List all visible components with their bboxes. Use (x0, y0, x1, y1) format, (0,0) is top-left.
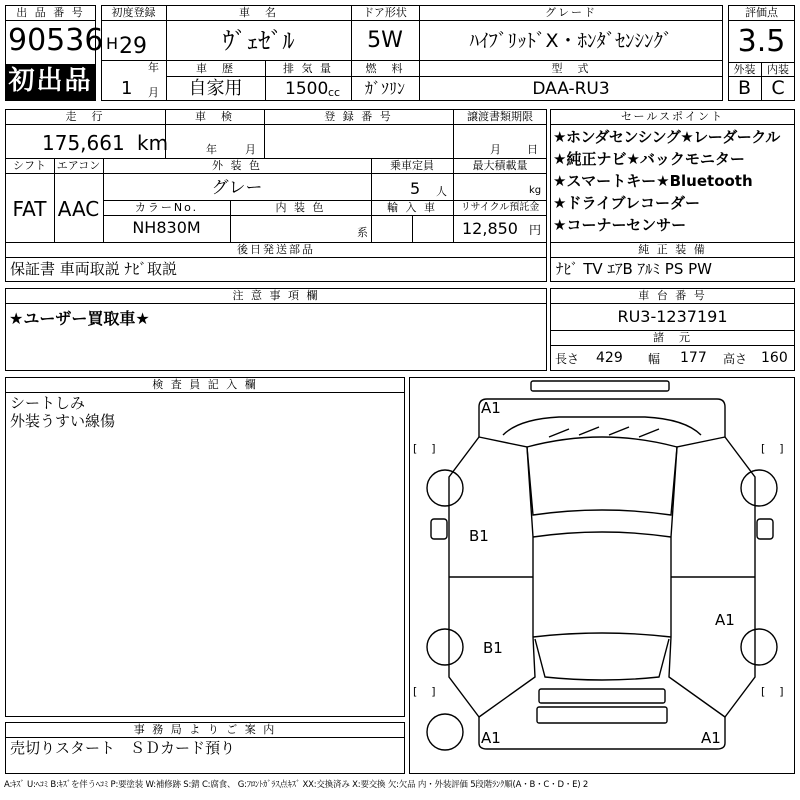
tire-front-left (427, 470, 463, 506)
office-label: 事 務 局 よ り ご 案 内 (133, 723, 277, 736)
capacity-label: 乗車定員 (390, 159, 434, 172)
later-parts-label: 後日発送部品 (237, 243, 315, 256)
tire-spare (427, 714, 463, 750)
capacity-unit: 人 (436, 185, 447, 198)
mark-left-rear-door: B1 (483, 639, 503, 657)
year-unit: 年 (148, 61, 159, 74)
month-unit: 月 (148, 86, 159, 99)
later-parts: 保証書 車両取説 ﾅﾋﾞ取説 (10, 260, 178, 278)
mileage-unit: km (137, 131, 169, 155)
reg-no-label: 登 録 番 号 (324, 110, 393, 123)
max-load-label: 最大積載量 (472, 159, 528, 172)
aircon: AAC (57, 197, 100, 221)
bracket-left-top: [ ] (413, 442, 436, 455)
notes: ★ユーザー買取車★ (9, 309, 150, 328)
length-label: 長さ (555, 352, 580, 366)
mark-right-rear-door: A1 (715, 611, 735, 629)
sales-point-3: ★スマートキー★Bluetooth (553, 172, 753, 190)
mileage: 175,661 (42, 131, 125, 155)
recycle-unit: 円 (529, 223, 542, 237)
transfer-doc-label: 譲渡書類期限 (467, 110, 533, 123)
displacement-unit: cc (328, 86, 341, 99)
interior-grade: C (771, 77, 785, 99)
first-reg-label: 初度登録 (111, 6, 156, 19)
door-type: 5W (367, 28, 403, 53)
import-label: 輸 入 車 (387, 201, 437, 214)
genuine-equip: ﾅﾋﾞ TV ｴｱB ｱﾙﾐ PS PW (556, 260, 712, 278)
tire-rear-left (427, 629, 463, 665)
model-code-label: 型 式 (551, 62, 591, 75)
sales-point-5: ★コーナーセンサー (553, 216, 687, 234)
height-label: 高さ (723, 352, 748, 366)
office-note: 売切りスタート ＳＤカード預り (10, 739, 236, 757)
displacement-label: 排 気 量 (283, 62, 333, 75)
dimensions-label: 諸 元 (653, 331, 692, 344)
inspection-label: 車 検 (195, 110, 234, 123)
sales-point-label: セールスポイント (620, 110, 724, 123)
interior-label: 内装 (767, 63, 789, 76)
inspector-note-1: シートしみ (10, 394, 86, 412)
exterior-grade: B (737, 77, 752, 99)
fuel: ｶﾞｿﾘﾝ (364, 79, 405, 98)
front-bumper-strip (531, 381, 669, 391)
sales-point-1: ★ホンダセンシング★レーダークル (553, 128, 780, 146)
car-name: ｳﾞｪｾﾞﾙ (222, 27, 295, 55)
front-hood-outline (479, 399, 725, 437)
recycle-amount: 12,850 (462, 219, 518, 238)
chassis-no-label: 車 台 番 号 (638, 289, 707, 302)
door-label: ドア形状 (363, 6, 407, 19)
width-label: 幅 (648, 352, 661, 366)
car-diagram (409, 377, 795, 774)
tire-front-right (741, 470, 777, 506)
mileage-label: 走 行 (65, 110, 105, 123)
lot-number-label: 出 品 番 号 (16, 6, 85, 19)
width: 177 (680, 350, 707, 366)
height: 160 (761, 350, 788, 366)
chassis-no: RU3-1237191 (617, 307, 728, 326)
exterior-label: 外装 (733, 63, 756, 76)
rear-window (535, 639, 669, 680)
transfer-month-unit: 月 (490, 143, 501, 156)
inspection-year-unit: 年 (206, 143, 217, 156)
score: 3.5 (737, 24, 786, 59)
car-name-label: 車 名 (239, 6, 278, 19)
inspector-label: 検 査 員 記 入 欄 (152, 378, 258, 391)
transfer-day-unit: 日 (527, 143, 538, 156)
rear-outline (479, 717, 725, 749)
inspector-note-2: 外装うすい線傷 (10, 412, 116, 430)
tire-rear-right (741, 629, 777, 665)
aircon-label: エアコン (56, 159, 101, 172)
ext-color-label: 外 装 色 (212, 159, 262, 172)
history-label: 車 歴 (196, 62, 235, 75)
first-listing-text: 初出品 (8, 66, 93, 96)
shift: FAT (12, 197, 47, 221)
displacement: 1500 (285, 79, 329, 99)
grade: ﾊｲﾌﾞﾘｯﾄﾞX・ﾎﾝﾀﾞｾﾝｼﾝｸﾞ (469, 30, 673, 52)
sales-point-2: ★純正ナビ★バックモニター (553, 150, 745, 168)
genuine-equip-label: 純 正 装 備 (638, 243, 707, 256)
mark-rear-left: A1 (481, 729, 501, 747)
fuel-label: 燃 料 (365, 62, 405, 75)
model-code: DAA-RU3 (532, 79, 610, 99)
reg-year: 29 (119, 34, 147, 59)
recycle-label: リサイクル預託金 (460, 202, 540, 213)
shift-label: シフト (13, 159, 46, 172)
history: 自家用 (188, 78, 243, 99)
era-letter: H (106, 34, 119, 53)
mark-rear-right: A1 (701, 729, 721, 747)
inspection-month-unit: 月 (245, 143, 256, 156)
ext-color: グレー (211, 178, 263, 198)
mark-left-front-door: B1 (469, 527, 489, 545)
legend: A:ｷｽﾞ U:ﾍｺﾐ B:ｷｽﾞを伴うﾍｺﾐ P:要塗装 W:補修跡 S:錆 C:腐食、 G:ﾌﾛﾝﾄｶﾞﾗｽ点ｷｽﾞ XX:交換済み X:要交換 欠:欠品 内・外装評価 5段階ﾗﾝｸ順(A・B・C・D・E) 2 (4, 780, 589, 790)
notes-label: 注 意 事 項 欄 (232, 289, 320, 302)
reg-month: 1 (121, 78, 133, 99)
int-color-unit: 系 (357, 226, 368, 239)
bracket-right-top: [ ] (761, 442, 784, 455)
grade-label: グレード (545, 6, 597, 19)
length: 429 (596, 350, 623, 366)
windshield (527, 437, 677, 515)
sales-point-4: ★ドライブレコーダー (553, 194, 700, 212)
load-unit: kg (529, 185, 542, 196)
bracket-right-bottom: [ ] (761, 685, 784, 698)
int-color-label: 内 装 色 (275, 201, 326, 214)
score-label: 評価点 (745, 6, 778, 19)
capacity: 5 (410, 179, 421, 198)
color-no-label: カラーNo. (134, 201, 199, 214)
lot-number: 90536 (8, 23, 104, 58)
color-no: NH830M (132, 218, 201, 237)
mark-front-bumper: A1 (481, 399, 501, 417)
bracket-left-bottom: [ ] (413, 685, 436, 698)
